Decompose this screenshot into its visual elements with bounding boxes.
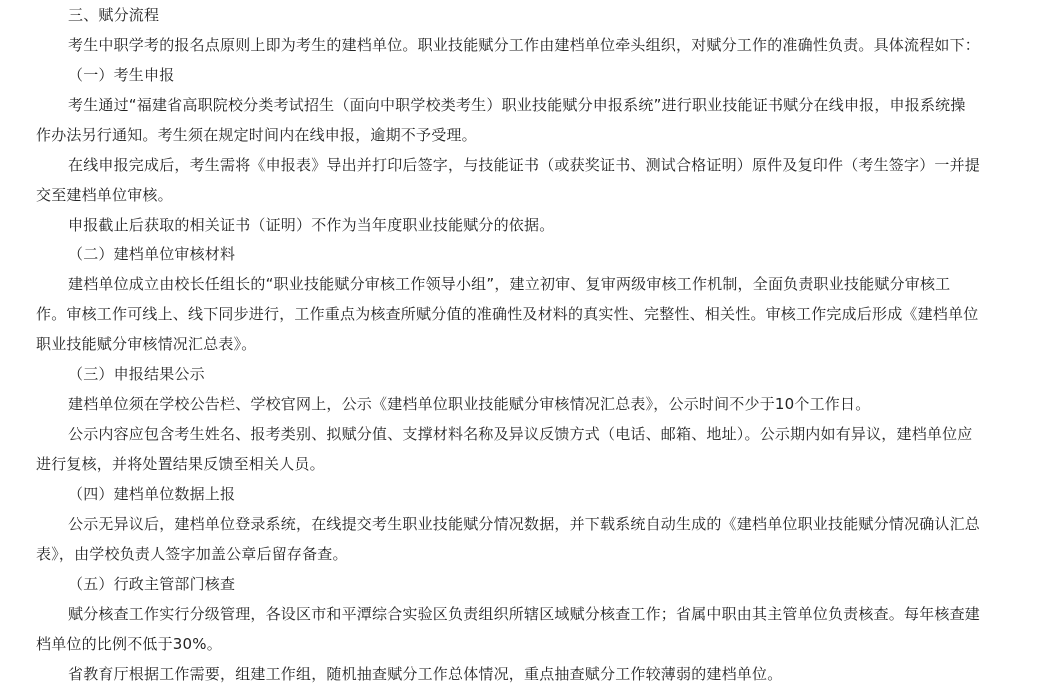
subsection-heading-5: （五）行政主管部门核查 (68, 575, 236, 593)
paragraph-line: 省教育厅根据工作需要，组建工作组，随机抽查赋分工作总体情况，重点抽查赋分工作较薄弱的建档单位。 (68, 665, 783, 683)
subsection-heading-4: （四）建档单位数据上报 (68, 485, 236, 503)
paragraph-line: 职业技能赋分审核情况汇总表》。 (36, 335, 257, 353)
paragraph-line: 交至建档单位审核。 (36, 186, 173, 204)
subsection-heading-3: （三）申报结果公示 (68, 365, 205, 383)
paragraph-line: 赋分核查工作实行分级管理，各设区市和平潭综合实验区负责组织所辖区域赋分核查工作；省属中职由其主管单位负责核查。每年核查建 (68, 605, 981, 623)
subsection-heading-1: （一）考生申报 (68, 66, 175, 84)
paragraph-line: 作办法另行通知。考生须在规定时间内在线申报，逾期不予受理。 (36, 126, 477, 144)
paragraph-line: 档单位的比例不低于30%。 (36, 635, 222, 653)
paragraph-line: 申报截止后获取的相关证书（证明）不作为当年度职业技能赋分的依据。 (68, 216, 555, 234)
intro-paragraph: 考生中职学考的报名点原则上即为考生的建档单位。职业技能赋分工作由建档单位牵头组织，对赋分工作的准确性负责。具体流程如下： (68, 36, 981, 54)
paragraph-line: 进行复核，并将处置结果反馈至相关人员。 (36, 455, 325, 473)
paragraph-line: 作。审核工作可线上、线下同步进行，工作重点为核查所赋分值的准确性及材料的真实性、完整性、相关性。审核工作完成后形成《建档单位 (36, 305, 979, 323)
paragraph-line: 建档单位须在学校公告栏、学校官网上，公示《建档单位职业技能赋分审核情况汇总表》，公示时间不少于10个工作日。 (68, 395, 871, 413)
paragraph-line: 考生通过“福建省高职院校分类考试招生（面向中职学校类考生）职业技能赋分申报系统”进行职业技能证书赋分在线申报，申报系统操 (68, 96, 966, 114)
paragraph-line: 公示无异议后，建档单位登录系统，在线提交考生职业技能赋分情况数据，并下载系统自动生成的《建档单位职业技能赋分情况确认汇总 (68, 515, 981, 533)
subsection-heading-2: （二）建档单位审核材料 (68, 245, 236, 263)
paragraph-line: 公示内容应包含考生姓名、报考类别、拟赋分值、支撑材料名称及异议反馈方式（电话、邮箱、地址）。公示期内如有异议，建档单位应 (68, 425, 973, 443)
section-heading: 三、赋分流程 (68, 6, 160, 24)
paragraph-line: 建档单位成立由校长任组长的“职业技能赋分审核工作领导小组”，建立初审、复审两级审核工作机制，全面负责职业技能赋分审核工 (68, 275, 951, 293)
paragraph-line: 表》，由学校负责人签字加盖公章后留存备查。 (36, 545, 348, 563)
paragraph-line: 在线申报完成后，考生需将《申报表》导出并打印后签字，与技能证书（或获奖证书、测试合格证明）原件及复印件（考生签字）一并提 (68, 156, 981, 174)
